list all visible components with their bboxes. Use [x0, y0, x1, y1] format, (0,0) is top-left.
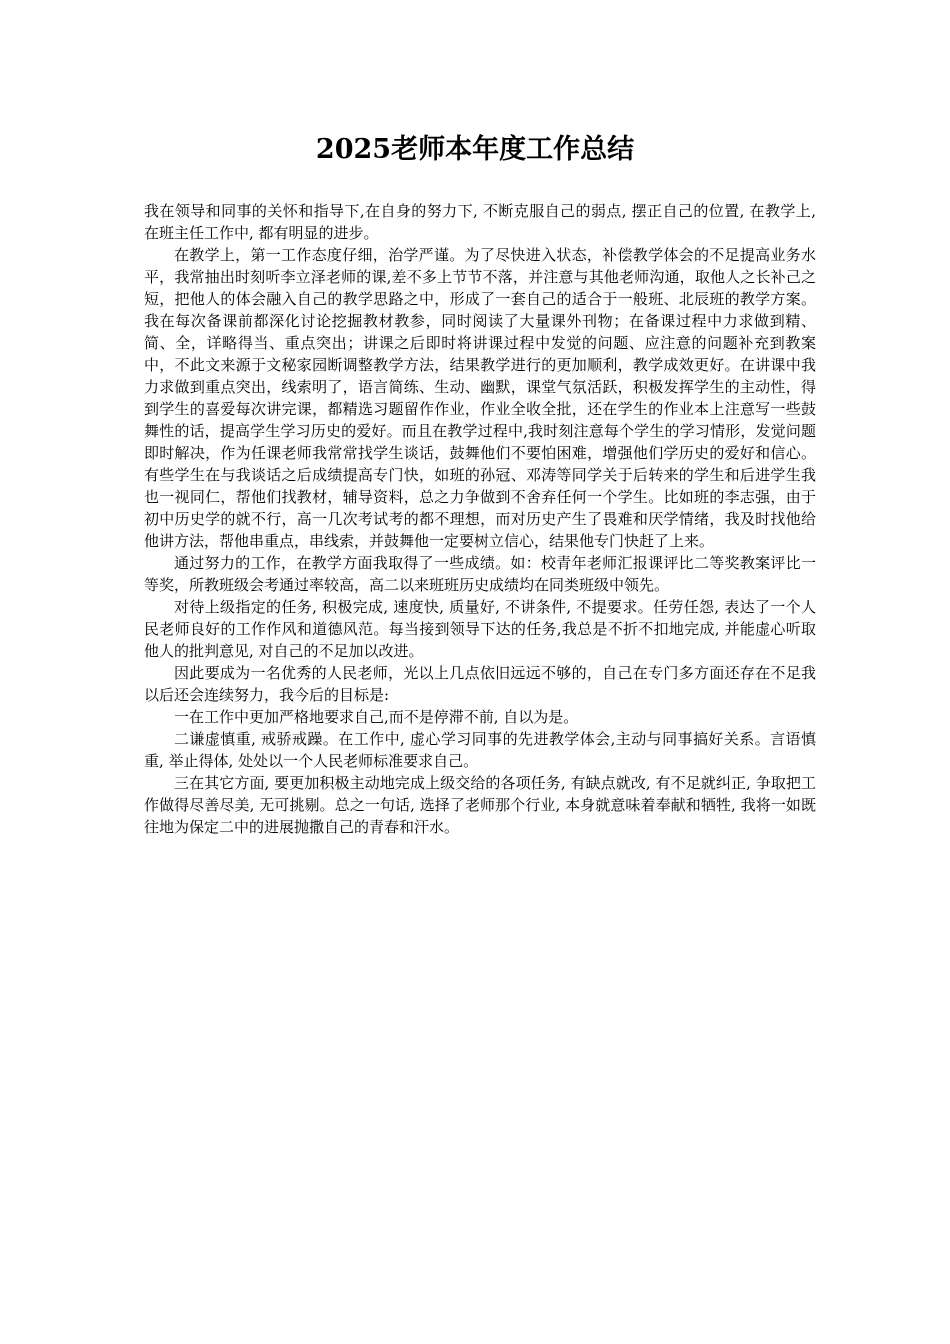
paragraph-teaching: 在教学上，第一工作态度仔细，治学严谨。为了尽快进入状态，补偿教学体会的不足提高业务水平，我常抽出时刻听李立泽老师的课,差不多上节节不落，并注意与其他老师沟通，取他人之长补己之短，把他人的体会融入自己的教学思路之中，形成了一套自己的适合于一般班、北辰班的教学方案。我在每次备课前都深化讨论挖掘教材教参，同时阅读了大量课外刊物；在备课过程中力求做到精、简、全，详略得当、重点突出；讲课之后即时将讲课过程中发觉的问题、应注意的问题补充到教案中，不此文来源于文秘家园断调整教学方法，结果教学进行的更加顺利，教学成效更好。在讲课中我力求做到重点突出，线索明了，语言简练、生动、幽默，课堂气氛活跃，积极发挥学生的主动性，得到学生的喜爱每次讲完课，都精选习题留作作业，作业全收全批，还在学生的作业本上注意写一些鼓舞性的话，提高学生学习历史的爱好。而且在教学过程中,我时刻注意每个学生的学习情形，发觉问题即时解决，作为任课老师我常常找学生谈话，鼓舞他们不要怕困难，增强他们学历史的爱好和信心。有些学生在与我谈话之后成绩提高专门快，如班的孙冠、邓涛等同学关于后转来的学生和后进学生我也一视同仁，帮他们找教材，辅导资料，总之力争做到不舍弃任何一个学生。比如班的李志强，由于初中历史学的就不行，高一几次考试考的都不理想，而对历史产生了畏难和厌学情绪，我及时找他给他讲方法，帮他串重点，串线索，并鼓舞他一定要树立信心，结果他专门快赶了上来。	[144, 246, 816, 550]
paragraph-goals-intro: 因此要成为一名优秀的人民老师，光以上几点依旧远远不够的，自己在专门多方面还存在不足我以后还会连续努力，我今后的目标是:	[144, 664, 816, 704]
paragraph-tasks: 对待上级指定的任务, 积极完成, 速度快, 质量好, 不讲条件, 不提要求。任劳任怨, 表达了一个人民老师良好的工作作风和道德风范。每当接到领导下达的任务,我总是不折不扣地完成, 并能虚心听取他人的批判意见, 对自己的不足加以改进。	[144, 598, 816, 660]
document-body	[144, 200, 816, 838]
paragraph-intro: 我在领导和同事的关怀和指导下,在自身的努力下, 不断克服自己的弱点, 摆正自己的位置, 在教学上, 在班主任工作中, 都有明显的进步。	[144, 202, 816, 242]
paragraph-achievements: 通过努力的工作，在教学方面我取得了一些成绩。如：校青年老师汇报课评比二等奖教案评比一等奖，所教班级会考通过率较高，高二以来班班历史成绩均在同类班级中领先。	[144, 554, 816, 594]
paragraph-goal-two: 二谦虚慎重, 戒骄戒躁。在工作中, 虚心学习同事的先进教学体会,主动与同事搞好关系。言语慎重, 举止得体, 处处以一个人民老师标准要求自己。	[144, 730, 816, 770]
document-title: 2025老师本年度工作总结	[315, 134, 635, 165]
paragraph-goal-three: 三在其它方面, 要更加积极主动地完成上级交给的各项任务, 有缺点就改, 有不足就纠正, 争取把工作做得尽善尽美, 无可挑剔。总之一句话, 选择了老师那个行业, 本身就意味着奉献和牺牲, 我将一如既往地为保定二中的进展抛撒自己的青春和汗水。	[144, 774, 816, 836]
paragraph-goal-one: 一在工作中更加严格地要求自己,而不是停滞不前, 自以为是。	[174, 708, 579, 726]
